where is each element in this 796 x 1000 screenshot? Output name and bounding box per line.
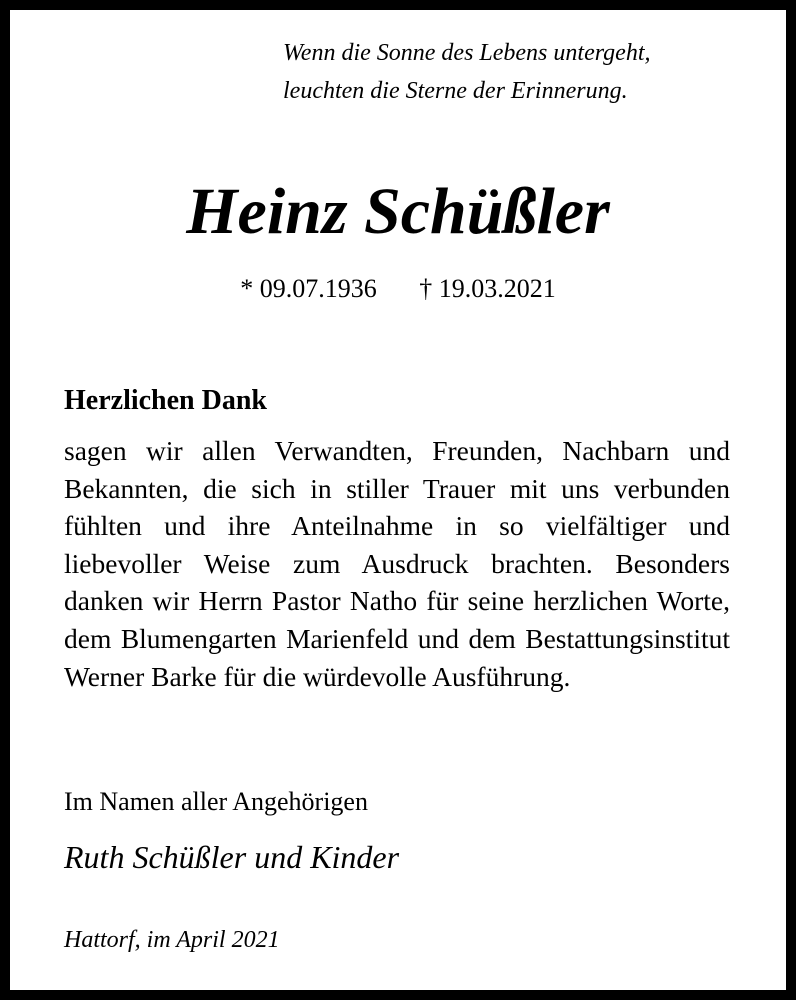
deceased-name: Heinz Schüßler: [186, 175, 610, 248]
thanks-body: sagen wir allen Verwandten, Freunden, Nachbarn und Bekannten, die sich in stiller Trauer mit uns verbunden fühlten und ihre Anteilnahme in so vielfältiger und liebevoller Weise zum Ausdruck brachten. Besonders danken wir Herrn Pastor Natho für seine herzlichen Worte, dem Blumengarten Marienfeld und dem Bestattungsinstitut Werner Barke für die würdevolle Ausführung.: [64, 435, 730, 692]
quote-line-1: Wenn die Sonne des Lebens untergeht,: [283, 40, 651, 66]
place-date: Hattorf, im April 2021: [64, 927, 280, 953]
life-dates: [0, 272, 796, 306]
birth-date: * 09.07.1936: [240, 274, 377, 303]
signature: Ruth Schüßler und Kinder: [64, 839, 400, 875]
memorial-quote: [283, 34, 651, 110]
closing-line: Im Namen aller Angehörigen: [64, 787, 368, 816]
thanks-heading: Herzlichen Dank: [64, 385, 267, 416]
quote-line-2: leuchten die Sterne der Erinnerung.: [283, 78, 628, 104]
death-date: † 19.03.2021: [419, 274, 556, 303]
